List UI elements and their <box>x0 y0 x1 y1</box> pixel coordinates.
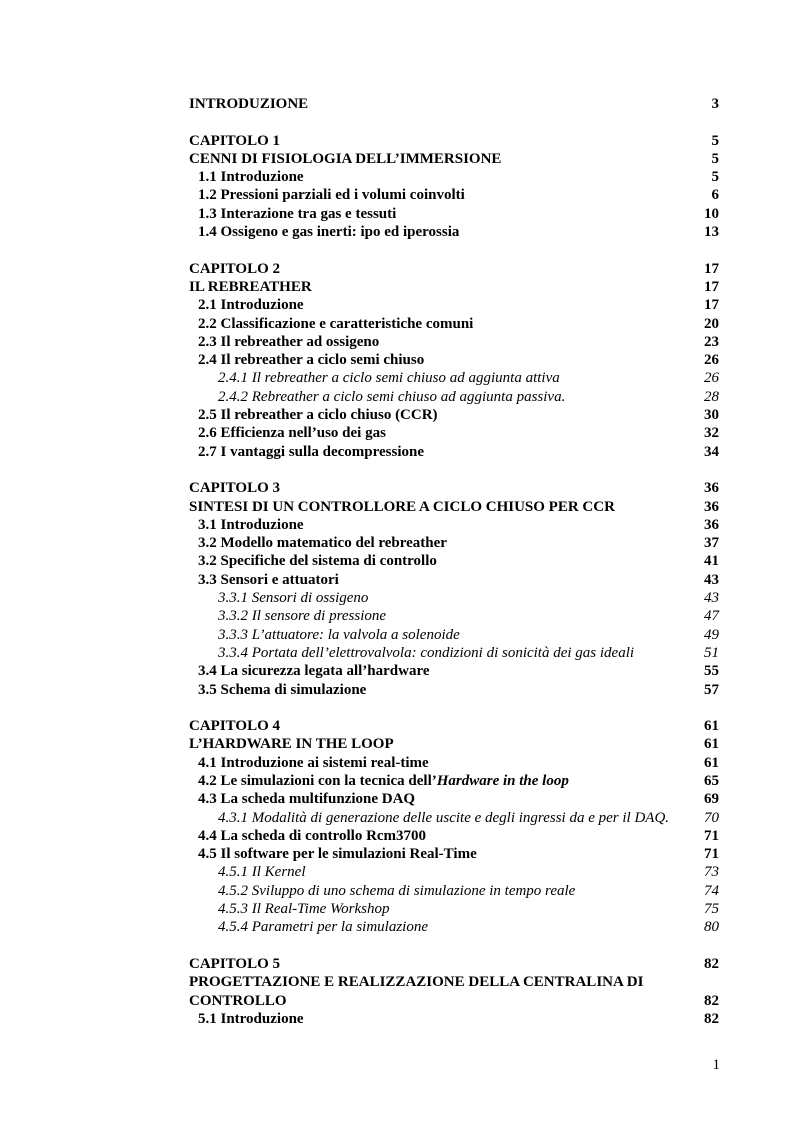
toc-entry-title: 4.5.4 Parametri per la simulazione <box>218 919 428 936</box>
toc-section-2-1[interactable] <box>189 296 719 314</box>
toc-entry-title: 4.3.1 Modalità di generazione delle uscite e degli ingressi da e per il DAQ. <box>218 809 670 826</box>
toc-entry-page: 61 <box>704 718 719 735</box>
toc-subsection-3-3-2[interactable] <box>189 607 719 625</box>
toc-entry-page: 36 <box>704 498 719 515</box>
toc-section-3-1[interactable] <box>189 516 719 534</box>
toc-entry-title: 3.3.2 Il sensore di pressione <box>218 608 387 625</box>
toc-entry-title: 4.3 La scheda multifunzione DAQ <box>198 791 416 808</box>
toc-chapter-4-heading[interactable] <box>189 735 719 753</box>
toc-entry-page: 73 <box>704 864 719 881</box>
toc-entry-title: 2.3 Il rebreather ad ossigeno <box>198 333 380 350</box>
toc-entry-page: 69 <box>704 791 719 808</box>
toc-entry-title: L’HARDWARE IN THE LOOP <box>189 736 394 753</box>
toc-chapter-5-heading-line-2[interactable] <box>189 992 719 1010</box>
toc-subsection-4-3-1[interactable] <box>189 809 719 827</box>
toc-entry-title: CAPITOLO 2 <box>189 260 280 277</box>
toc-entry-page: 80 <box>704 919 719 936</box>
toc-chapter-2-heading[interactable] <box>189 278 719 296</box>
toc-entry-page: 32 <box>704 425 719 442</box>
toc-entry-title: 1.1 Introduzione <box>198 169 304 186</box>
toc-entry-title: INTRODUZIONE <box>189 96 309 112</box>
toc-entry-title: 1.4 Ossigeno e gas inerti: ipo ed iperossia <box>198 224 460 241</box>
toc-entry-title: 4.4 La scheda di controllo Rcm3700 <box>198 827 427 844</box>
toc-entry-page: 17 <box>704 260 719 277</box>
toc-chapter-2[interactable] <box>189 260 719 278</box>
toc-section-3-3[interactable] <box>189 571 719 589</box>
toc-section-4-3[interactable] <box>189 790 719 808</box>
toc-entry-title: 2.1 Introduzione <box>198 297 304 314</box>
toc-entry-title <box>198 772 569 790</box>
toc-entry-title: CENNI DI FISIOLOGIA DELL’IMMERSIONE <box>189 150 502 167</box>
toc-entry-title: SINTESI DI UN CONTROLLORE A CICLO CHIUSO PER CCR <box>189 498 615 515</box>
toc-subsection-3-3-3[interactable] <box>189 626 719 644</box>
toc-entry-page: 71 <box>704 846 719 863</box>
toc-entry-title: CAPITOLO 1 <box>189 132 280 149</box>
toc-entry-page: 17 <box>704 278 719 295</box>
toc-entry-page: 36 <box>704 516 719 533</box>
toc-chapter-5-heading-line-1[interactable] <box>189 973 719 991</box>
toc-entry-title: 2.2 Classificazione e caratteristiche comuni <box>198 315 474 332</box>
toc-entry-page: 34 <box>704 443 719 460</box>
toc-subsection-3-3-4[interactable] <box>189 644 719 662</box>
toc-entry-title: 2.5 Il rebreather a ciclo chiuso (CCR) <box>198 407 438 424</box>
toc-entry-page: 41 <box>704 553 719 570</box>
toc-entry-title: 3.2 Specifiche del sistema di controllo <box>198 553 437 570</box>
toc-entry-page: 47 <box>704 608 719 625</box>
toc-entry-page: 51 <box>704 644 719 661</box>
toc-entry-title: 3.2 Modello matematico del rebreather <box>198 535 447 552</box>
toc-entry-title: 3.3 Sensori e attuatori <box>198 571 339 588</box>
toc-entry-page: 5 <box>711 132 719 149</box>
toc-entry-page: 70 <box>704 809 719 826</box>
toc-entry-page: 36 <box>704 480 719 497</box>
toc-entry-page: 37 <box>704 535 719 552</box>
toc-section-2-7[interactable] <box>189 443 719 461</box>
toc-entry-page: 57 <box>704 681 719 698</box>
toc-entry-title: 3.5 Schema di simulazione <box>198 681 367 698</box>
toc-entry-page: 82 <box>704 992 719 1009</box>
toc-entry-title: CONTROLLO <box>189 992 287 1009</box>
toc-entry-title-prefix: 4.2 Le simulazioni con la tecnica dell’ <box>198 772 437 789</box>
toc-entry-title: 3.3.3 L’attuatore: la valvola a solenoide <box>218 626 460 643</box>
toc-entry-title: 4.1 Introduzione ai sistemi real-time <box>198 754 429 771</box>
toc-entry-title: 1.2 Pressioni parziali ed i volumi coinvolti <box>198 187 465 204</box>
toc-section-1-1[interactable] <box>189 168 719 186</box>
toc-section-3-2[interactable] <box>189 534 719 552</box>
toc-section-1-4[interactable] <box>189 223 719 241</box>
toc-entry-title: 2.6 Efficienza nell’uso dei gas <box>198 425 386 442</box>
toc-entry-title: 3.3.1 Sensori di ossigeno <box>218 590 369 607</box>
toc-entry-page: 82 <box>704 1010 719 1027</box>
toc-entry-page: 13 <box>704 224 719 241</box>
toc-entry-page: 82 <box>704 955 719 972</box>
toc-entry-page: 23 <box>704 333 719 350</box>
toc-section-5-1[interactable] <box>189 1010 719 1028</box>
toc-entry-page: 55 <box>704 663 719 680</box>
toc-entry-page: 5 <box>711 150 719 167</box>
toc-subsection-2-4-1[interactable] <box>189 369 719 387</box>
toc-entry-title: CAPITOLO 3 <box>189 480 280 497</box>
toc-entry-page: 75 <box>704 901 719 918</box>
toc-entry-title: 3.4 La sicurezza legata all’hardware <box>198 663 430 680</box>
toc-section-3-4[interactable] <box>189 662 719 680</box>
toc-entry-title-italic: Hardware in the loop <box>436 772 569 789</box>
toc-section-2-6[interactable] <box>189 424 719 442</box>
toc-chapter-1-heading[interactable] <box>189 150 719 168</box>
toc-entry-title: CAPITOLO 4 <box>189 718 280 735</box>
toc-entry-title: PROGETTAZIONE E REALIZZAZIONE DELLA CENTRALINA DI <box>189 974 644 991</box>
toc-chapter-3-heading[interactable] <box>189 498 719 516</box>
toc-chapter-3[interactable] <box>189 479 719 497</box>
toc-entry-title: 4.5.1 Il Kernel <box>218 864 306 881</box>
toc-section-4-1[interactable] <box>189 754 719 772</box>
toc-subsection-4-5-2[interactable] <box>189 882 719 900</box>
table-of-contents <box>189 95 719 1028</box>
toc-entry-title: 4.5 Il software per le simulazioni Real-Time <box>198 846 477 863</box>
toc-entry-introduzione[interactable] <box>189 95 719 113</box>
toc-subsection-4-5-3[interactable] <box>189 900 719 918</box>
toc-entry-page: 26 <box>704 370 719 387</box>
toc-entry-page: 3 <box>711 96 719 112</box>
toc-entry-title: 2.4 Il rebreather a ciclo semi chiuso <box>198 352 425 369</box>
toc-entry-page: 74 <box>704 882 719 899</box>
toc-entry-title: 2.7 I vantaggi sulla decompressione <box>198 443 424 460</box>
toc-subsection-4-5-1[interactable] <box>189 863 719 881</box>
toc-chapter-1[interactable] <box>189 132 719 150</box>
toc-entry-title: 1.3 Interazione tra gas e tessuti <box>198 205 397 222</box>
toc-entry-page: 65 <box>704 772 719 789</box>
toc-entry-page: 30 <box>704 407 719 424</box>
toc-entry-page: 43 <box>704 571 719 588</box>
toc-entry-page: 17 <box>704 297 719 314</box>
toc-entry-page: 43 <box>704 590 719 607</box>
toc-entry-page: 20 <box>704 315 719 332</box>
toc-entry-page: 61 <box>704 754 719 771</box>
toc-section-2-4[interactable] <box>189 351 719 369</box>
toc-section-3-5[interactable] <box>189 681 719 699</box>
toc-section-3-2b[interactable] <box>189 552 719 570</box>
toc-entry-title: 3.1 Introduzione <box>198 516 304 533</box>
toc-entry-title: 5.1 Introduzione <box>198 1010 304 1027</box>
toc-entry-title: 2.4.1 Il rebreather a ciclo semi chiuso ad aggiunta attiva <box>218 370 560 387</box>
toc-entry-title: CAPITOLO 5 <box>189 955 280 972</box>
toc-subsection-3-3-1[interactable] <box>189 589 719 607</box>
toc-entry-page: 61 <box>704 736 719 753</box>
toc-entry-page: 28 <box>704 388 719 405</box>
toc-entry-title: 4.5.3 Il Real-Time Workshop <box>218 901 390 918</box>
toc-entry-page: 5 <box>711 169 719 186</box>
toc-section-2-2[interactable] <box>189 315 719 333</box>
toc-entry-page: 26 <box>704 352 719 369</box>
toc-section-4-4[interactable] <box>189 827 719 845</box>
toc-entry-title: IL REBREATHER <box>189 278 312 295</box>
toc-section-4-2[interactable] <box>189 772 719 790</box>
toc-entry-title: 2.4.2 Rebreather a ciclo semi chiuso ad aggiunta passiva. <box>218 388 566 405</box>
toc-entry-title: 4.5.2 Sviluppo di uno schema di simulazione in tempo reale <box>218 882 576 899</box>
toc-section-2-5[interactable] <box>189 406 719 424</box>
toc-chapter-4[interactable] <box>189 717 719 735</box>
toc-section-1-3[interactable] <box>189 205 719 223</box>
toc-section-2-3[interactable] <box>189 333 719 351</box>
toc-section-1-2[interactable] <box>189 186 719 204</box>
toc-chapter-5[interactable] <box>189 955 719 973</box>
toc-entry-title: 3.3.4 Portata dell’elettrovalvola: condizioni di sonicità dei gas ideali <box>218 644 635 661</box>
page-number: 1 <box>712 1057 720 1073</box>
toc-entry-page: 10 <box>704 205 719 222</box>
toc-subsection-4-5-4[interactable] <box>189 918 719 936</box>
toc-entry-page: 49 <box>704 626 719 643</box>
toc-entry-page: 71 <box>704 827 719 844</box>
toc-section-4-5[interactable] <box>189 845 719 863</box>
toc-entry-page: 6 <box>711 187 719 204</box>
toc-subsection-2-4-2[interactable] <box>189 388 719 406</box>
